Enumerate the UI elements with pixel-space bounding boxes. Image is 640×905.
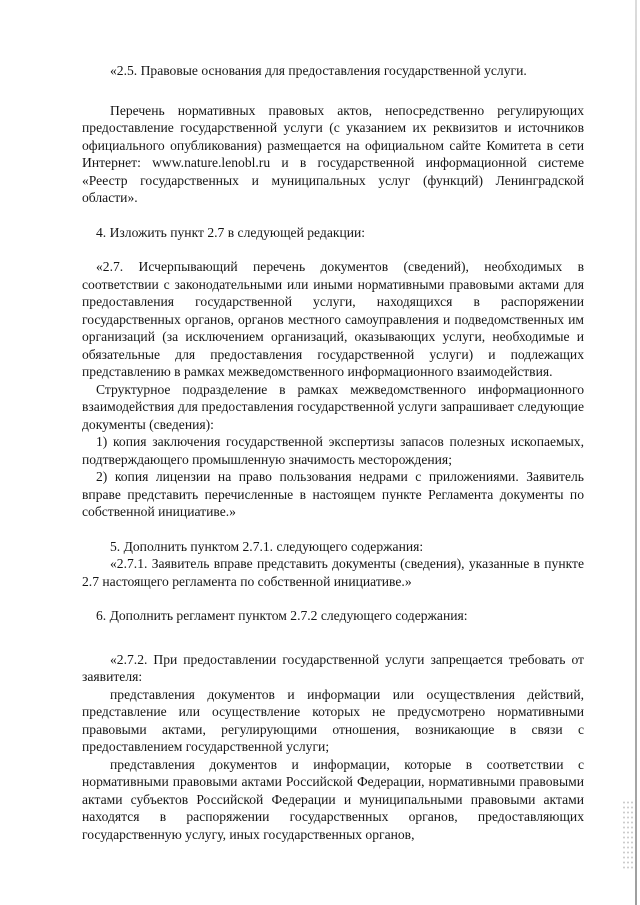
section-2-7-1: «2.7.1. Заявитель вправе представить документы (сведения), указанные в пункте 2.7 настоящего регламента по собственной инициативе.» — [82, 556, 584, 589]
scan-edge-specks — [622, 800, 634, 870]
scan-edge-line — [635, 0, 637, 905]
amendment-item-4: 4. Изложить пункт 2.7 в следующей редакции: — [96, 224, 366, 240]
section-2-7-structural-unit: Структурное подразделение в рамках межведомственного информационного взаимодействия для предоставления государственной услуги запрашивает следующие документы (сведения): — [82, 381, 584, 432]
amendment-item-6: 6. Дополнить регламент пунктом 2.7.2 следующего содержания: — [96, 608, 468, 623]
section-2-7-2-paragraph-2: представления документов и информации, которые в соответствии с нормативными правовыми актами Российской Федерации, нормативными правовыми актами субъектов Российской Федерации и муниципальными правовыми актами находятся в распоряжении государственных органов, предоставляющих государственную услугу, иных государственных органов, — [82, 756, 584, 842]
document-body — [82, 62, 584, 843]
section-2-7-document-2: 2) копия лицензии на право пользования недрами с приложениями. Заявитель вправе представить перечисленные в настоящем пункте Регламента документы по собственной инициативе.» — [82, 469, 584, 519]
section-2-5-heading: «2.5. Правовые основания для предоставления государственной услуги. — [110, 63, 527, 78]
section-2-7-2-intro: «2.7.2. При предоставлении государственной услуги запрещается требовать от заявителя: — [82, 651, 584, 684]
amendment-item-5: 5. Дополнить пунктом 2.7.1. следующего содержания: — [110, 538, 424, 554]
section-2-5-body: Перечень нормативных правовых актов, непосредственно регулирующих предоставление государственной услуги (с указанием их реквизитов и источников официального опубликования) размещается на официальном сайте Комитета в сети Интернет: www.nature.lenobl.ru и в государственной информационной системе «Реестр государственных и муниципальных услуг (функций) Ленинградской области». — [82, 102, 584, 205]
section-2-7-intro: «2.7. Исчерпывающий перечень документов (сведений), необходимых в соответствии с законодательными или иными нормативными правовыми актами для предоставления государственной услуги, находящихся в распоряжении государственных органов, органов местного самоуправления и подведомственных им организаций (за исключением организаций, оказывающих услуги, необходимые и обязательные для предоставления государственной услуги) и подлежащих представлению в рамках межведомственного информационного взаимодействия. — [82, 259, 584, 379]
section-2-7-document-1: 1) копия заключения государственной экспертизы запасов полезных ископаемых, подтверждающего промышленную значимость месторождения; — [82, 434, 584, 467]
section-2-7-2-paragraph-1: представления документов и информации или осуществления действий, представление или осуществление которых не предусмотрено нормативными правовыми актами, регулирующими отношения, возникающие в связи с предоставлением государственной услуги; — [82, 686, 584, 754]
